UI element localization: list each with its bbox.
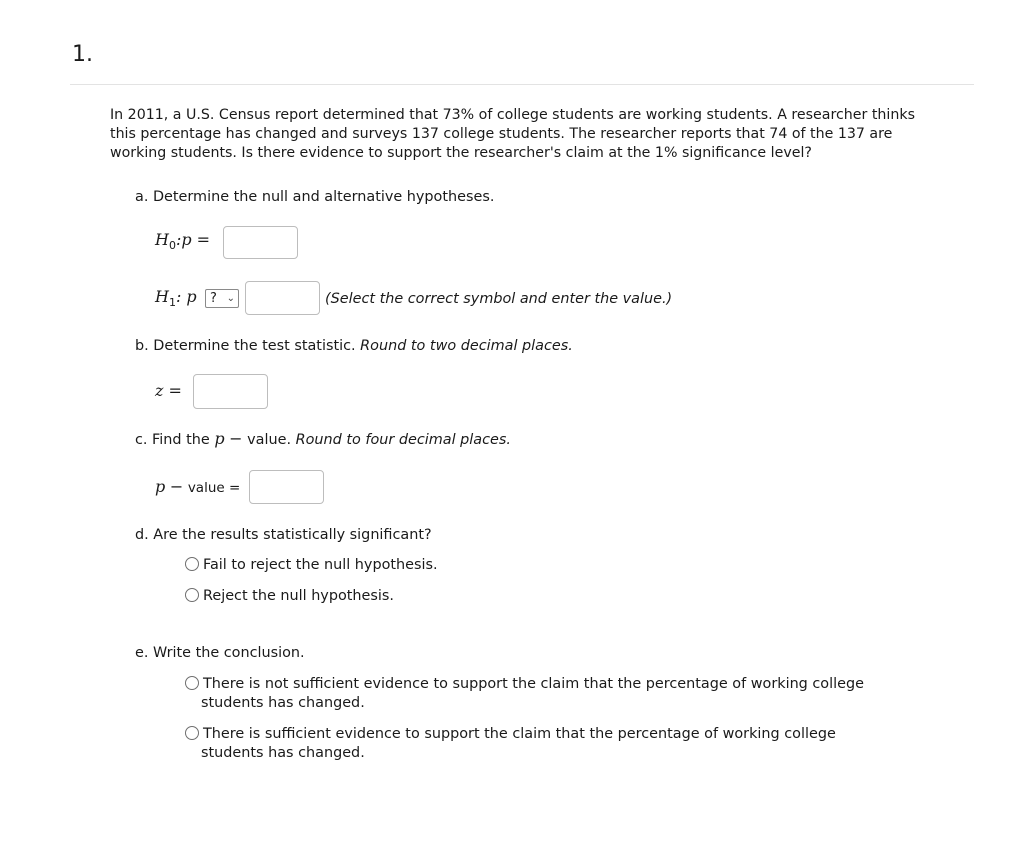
h1-symbol-select[interactable]: ? ⌄ <box>205 289 239 308</box>
radio-sufficient[interactable] <box>185 726 199 740</box>
option-fail-to-reject: Fail to reject the null hypothesis. <box>203 557 438 573</box>
option-not-sufficient: There is not sufficient evidence to support the claim that the percentage of working college students has changed. <box>201 676 864 711</box>
h0-value-input[interactable] <box>223 226 298 259</box>
part-a-label: a. Determine the null and alternative hypotheses. <box>135 189 495 205</box>
question-number: 1. <box>72 42 93 67</box>
radio-fail-to-reject[interactable] <box>185 557 199 571</box>
h0-label: $H_0:p$ = <box>155 230 211 252</box>
option-reject: Reject the null hypothesis. <box>203 588 394 604</box>
radio-not-sufficient[interactable] <box>185 676 199 690</box>
part-e-label: e. Write the conclusion. <box>135 645 305 661</box>
option-sufficient: There is sufficient evidence to support the claim that the percentage of working college students has changed. <box>201 726 836 761</box>
part-c-label: c. Find the p − value. Round to four decimal places. <box>135 429 511 448</box>
part-b-label: b. Determine the test statistic. Round to two decimal places. <box>135 338 573 354</box>
chevron-down-icon: ⌄ <box>226 293 235 304</box>
pvalue-label: p − value = <box>155 477 241 496</box>
question-prompt: In 2011, a U.S. Census report determined that 73% of college students are working students. A researcher thinks this percentage has changed and surveys 137 college students. The researcher reports that 74 of the 137 are working students. Is there evidence to support the researcher's claim at the 1% significance level? <box>110 107 915 161</box>
h1-label: $H_1$: p <box>155 287 197 309</box>
z-label: z = <box>155 381 182 400</box>
radio-reject[interactable] <box>185 588 199 602</box>
h1-hint: (Select the correct symbol and enter the value.) <box>325 291 673 307</box>
h1-value-input[interactable] <box>245 281 320 315</box>
pvalue-input[interactable] <box>249 470 324 504</box>
z-input[interactable] <box>193 374 268 409</box>
part-d-label: d. Are the results statistically significant? <box>135 527 432 543</box>
divider <box>70 84 974 85</box>
